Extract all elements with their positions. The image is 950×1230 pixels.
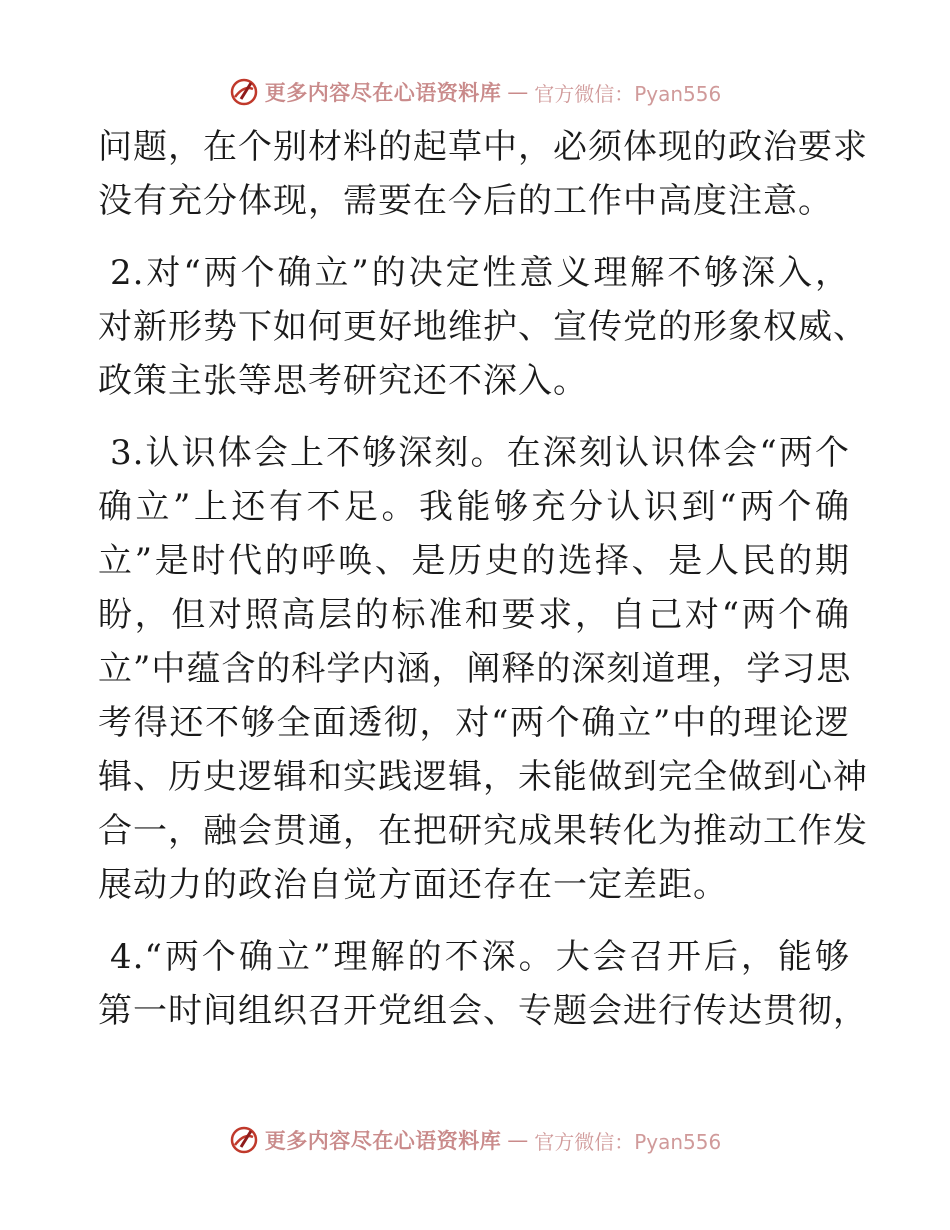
pen-swirl-logo-icon	[229, 77, 259, 107]
text-line: 问题，在个别材料的起草中，必须体现的政治要求	[98, 127, 868, 167]
text-line: 政策主张等思考研究还不深入。	[98, 361, 588, 401]
text-line: 立”是时代的呼唤、是历史的选择、是人民的期	[98, 541, 850, 581]
text-line: 2.对“两个确立”的决定性意义理解不够深入，	[110, 253, 850, 293]
text-line: 盼，但对照高层的标准和要求，自己对“两个确	[98, 595, 850, 635]
watermark-separator: —	[507, 80, 529, 104]
pen-swirl-logo-icon	[229, 1125, 259, 1155]
text-line: 没有充分体现，需要在今后的工作中高度注意。	[98, 181, 833, 221]
footer-watermark	[0, 1120, 950, 1160]
text-line: 第一时间组织召开党组会、专题会进行传达贯彻，	[98, 991, 868, 1031]
text-line: 4.“两个确立”理解的不深。大会召开后，能够	[110, 937, 850, 977]
paragraph-4	[98, 930, 868, 1038]
text-line: 合一，融会贯通，在把研究成果转化为推动工作发	[98, 811, 868, 851]
watermark-separator: —	[507, 1128, 529, 1152]
watermark-wechat: 官方微信：Pyan556	[534, 81, 722, 106]
text-line: 确立”上还有不足。我能够充分认识到“两个确	[98, 487, 850, 527]
paragraph-1	[98, 120, 868, 228]
watermark-text: 更多内容尽在心语资料库	[264, 80, 502, 105]
text-line: 对新形势下如何更好地维护、宣传党的形象权威、	[98, 307, 868, 347]
paragraph-3	[98, 426, 868, 912]
text-line: 考得还不够全面透彻，对“两个确立”中的理论逻	[98, 703, 850, 743]
text-line: 展动力的政治自觉方面还存在一定差距。	[98, 865, 728, 905]
document-body	[98, 120, 868, 1056]
text-line: 立”中蕴含的科学内涵，阐释的深刻道理，学习思	[98, 649, 852, 689]
text-line: 辑、历史逻辑和实践逻辑，未能做到完全做到心神	[98, 757, 868, 797]
text-line: 3.认识体会上不够深刻。在深刻认识体会“两个	[110, 433, 850, 473]
watermark-text: 更多内容尽在心语资料库	[264, 1128, 502, 1153]
watermark-wechat: 官方微信：Pyan556	[534, 1129, 722, 1154]
header-watermark	[0, 72, 950, 112]
paragraph-2	[98, 246, 868, 408]
